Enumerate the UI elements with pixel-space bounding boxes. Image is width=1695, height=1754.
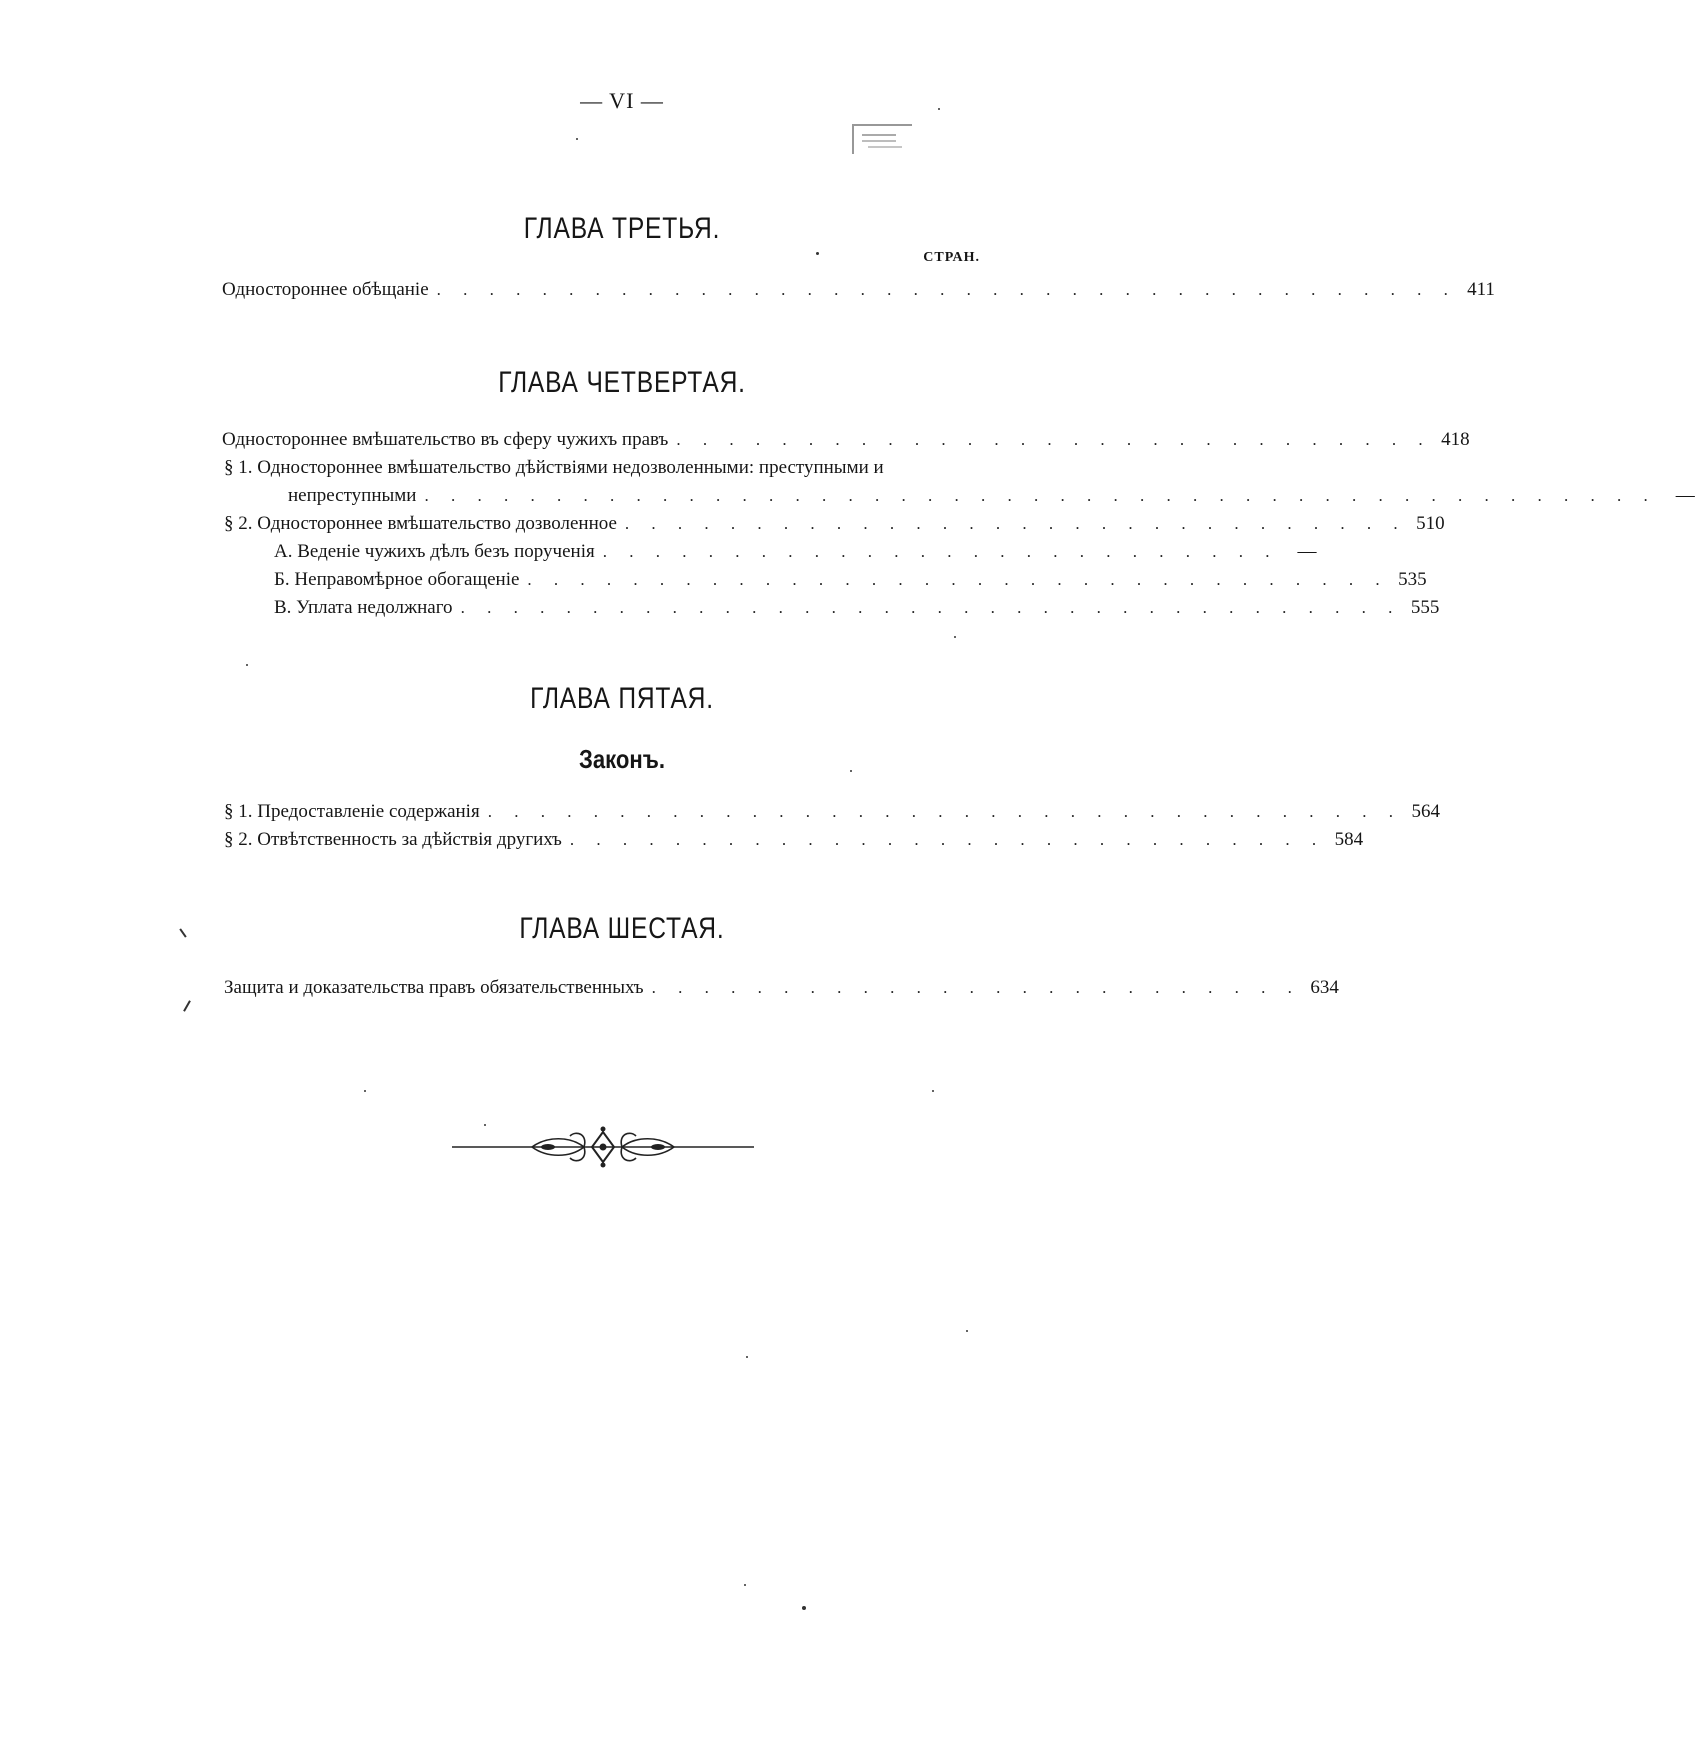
scan-speck	[364, 1090, 366, 1092]
scan-speck	[938, 108, 940, 110]
toc-entry[interactable]	[274, 540, 1317, 564]
toc-entry-page: 418	[1441, 429, 1470, 450]
scan-speck	[802, 1606, 806, 1610]
toc-entry-label: Одностороннее вмѣшательство въ сферу чужихъ правъ	[222, 429, 669, 450]
toc-entry-label: § 2. Отвѣтственность за дѣйствія другихъ	[224, 829, 562, 850]
chapter-title-6: ГЛАВА ШЕСТАЯ.	[519, 912, 725, 945]
toc-entry-page: 584	[1334, 829, 1364, 850]
library-stamp-icon	[852, 124, 912, 154]
toc-entry-label: Защита и доказательства правъ обязательственныхъ	[224, 977, 644, 998]
dot-leader: . . . . . . . . . . . . . . . . . . . . . . . . . . . . . .	[624, 514, 1407, 533]
dot-leader: . . . . . . . . . . . . . . . . . . . . . . . . . . . . .	[569, 830, 1326, 849]
scan-speck	[850, 770, 852, 772]
dot-leader: . . . . . . . . . . . . . . . . . . . . . . . . . .	[602, 542, 1279, 561]
scan-speck	[744, 1584, 746, 1586]
scan-speck	[183, 1000, 191, 1011]
toc-entry-page: 555	[1410, 597, 1440, 618]
toc-entry-label: Одностороннее обѣщаніе	[222, 279, 429, 300]
dot-leader: . . . . . . . . . . . . . . . . . . . . . . . . . . . . . . . . . . . . . . . . . . . . . . .	[424, 486, 1657, 505]
toc-entry-page: —	[1297, 541, 1317, 562]
toc-entry[interactable]	[224, 828, 1364, 852]
toc-entry-label[interactable]: § 1. Одностороннее вмѣшательство дѣйствіями недозволенными: преступными и	[224, 457, 884, 478]
scan-speck	[932, 1090, 934, 1092]
toc-entry-label: В. Уплата недолжнаго	[274, 597, 453, 618]
chapter-title-5: ГЛАВА ПЯТАЯ.	[530, 682, 714, 715]
toc-entry-page: 411	[1467, 279, 1495, 300]
dot-leader: . . . . . . . . . . . . . . . . . . . . . . . . . . . . . . . . . . . . . . .	[436, 280, 1457, 299]
toc-entry[interactable]	[274, 568, 1427, 592]
page-number: — VI —	[580, 88, 664, 113]
scan-speck	[954, 636, 956, 638]
scan-speck	[966, 1330, 968, 1332]
toc-entry[interactable]	[288, 484, 1695, 508]
toc-entry[interactable]	[222, 428, 1470, 452]
chapter-title-4: ГЛАВА ЧЕТВЕРТАЯ.	[498, 366, 746, 399]
scan-speck	[246, 664, 248, 666]
scan-speck	[484, 1124, 486, 1126]
toc-entry[interactable]	[222, 278, 1495, 302]
toc-entry-label: § 1. Предоставленіе содержанія	[224, 801, 480, 822]
section-title: Законъ.	[578, 744, 666, 774]
toc-entry-label: непреступными	[288, 485, 417, 506]
page-column-header: СТРАН.	[923, 250, 980, 265]
dot-leader: . . . . . . . . . . . . . . . . . . . . . . . . . . . . . . . . .	[527, 570, 1389, 589]
toc-entry[interactable]	[274, 596, 1440, 620]
toc-entry-page: —	[1675, 485, 1695, 506]
toc-entry-page: 634	[1310, 977, 1339, 998]
dot-leader: . . . . . . . . . . . . . . . . . . . . . . . . .	[651, 978, 1301, 997]
toc-entry-label: § 2. Одностороннее вмѣшательство дозволенное	[224, 513, 617, 534]
dot-leader: . . . . . . . . . . . . . . . . . . . . . . . . . . . . . . . . . . . .	[460, 598, 1402, 617]
toc-entry-page: 535	[1398, 569, 1427, 590]
toc-entry-label: А. Веденіе чужихъ дѣлъ безъ порученія	[274, 541, 595, 562]
toc-entry-label: Б. Неправомѣрное обогащеніе	[274, 569, 520, 590]
toc-entry-page: 510	[1416, 513, 1445, 534]
toc-entry[interactable]	[224, 976, 1339, 1000]
toc-entry-page: 564	[1411, 801, 1440, 822]
toc-entry[interactable]	[224, 800, 1440, 824]
dot-leader: . . . . . . . . . . . . . . . . . . . . . . . . . . . . . . . . . . .	[487, 802, 1402, 821]
scan-speck	[576, 138, 578, 140]
scan-speck	[746, 1356, 748, 1358]
decorative-fleuron-icon	[452, 1126, 754, 1168]
scan-speck	[816, 252, 819, 255]
toc-entry[interactable]	[224, 512, 1445, 536]
chapter-title-3: ГЛАВА ТРЕТЬЯ.	[523, 212, 721, 245]
dot-leader: . . . . . . . . . . . . . . . . . . . . . . . . . . . . .	[676, 430, 1432, 449]
